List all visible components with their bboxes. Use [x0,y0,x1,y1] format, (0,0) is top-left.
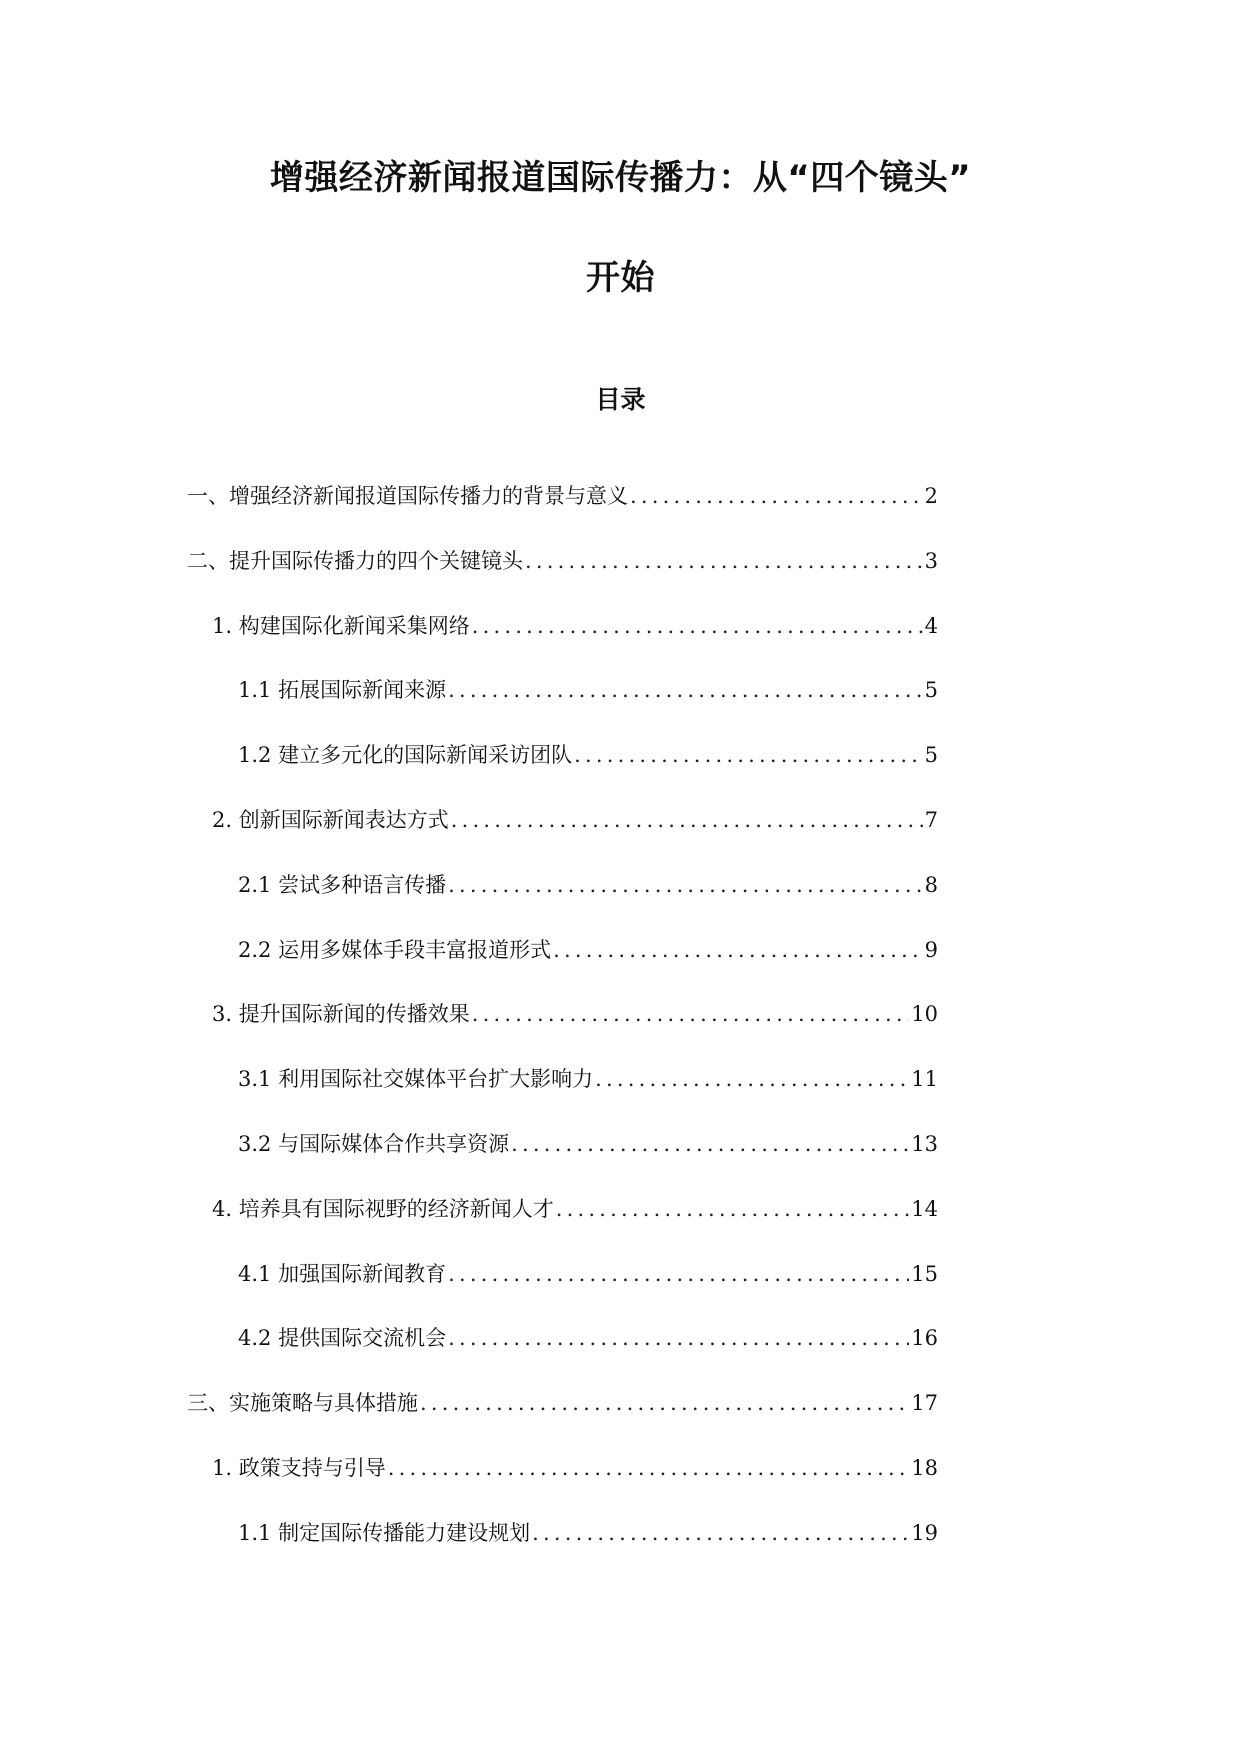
toc-dot-leader [448,1324,909,1352]
toc-dot-leader [511,1130,909,1158]
toc-entry[interactable] [0,482,1241,547]
toc-entry-label: 1.2 建立多元化的国际新闻采访团队 [238,743,573,768]
toc-entry[interactable] [0,1519,1241,1584]
toc-entry-label: 4. 培养具有国际视野的经济新闻人才 [212,1196,554,1221]
toc-entry-label: 1. 政策支持与引导 [212,1455,386,1480]
toc-entry[interactable] [0,1324,1241,1389]
toc-entry-page-number: 15 [911,1261,938,1286]
toc-entry[interactable] [0,1260,1241,1325]
toc-dot-leader [532,1519,909,1547]
toc-entry-label: 1.1 制定国际传播能力建设规划 [238,1520,531,1545]
toc-entry[interactable] [0,1000,1241,1065]
toc-entry-page-number: 19 [911,1520,938,1545]
toc-entry-label: 2.1 尝试多种语言传播 [238,872,447,897]
toc-entry-page-number: 17 [911,1391,938,1416]
toc-dot-leader [472,612,923,640]
toc-entry-label: 二、提升国际传播力的四个关键镜头 [187,548,523,573]
toc-dot-leader [525,547,923,575]
toc-entry-page-number: 9 [924,937,938,962]
toc-entry[interactable] [0,1130,1241,1195]
toc-entry-label: 3. 提升国际新闻的传播效果 [212,1002,470,1027]
toc-dot-leader [448,676,923,704]
toc-dot-leader [472,1000,910,1028]
toc-entry[interactable] [0,1195,1241,1260]
toc-entry[interactable] [0,676,1241,741]
toc-entry-label: 4.1 加强国际新闻教育 [238,1261,447,1286]
table-of-contents [0,482,1241,1584]
toc-entry-page-number: 3 [924,548,938,573]
toc-entry[interactable] [0,741,1241,806]
toc-entry-label: 一、增强经济新闻报道国际传播力的背景与意义 [187,484,628,508]
toc-dot-leader [553,936,923,964]
toc-dot-leader [630,482,923,510]
toc-entry[interactable] [0,612,1241,677]
toc-entry[interactable] [0,547,1241,612]
toc-entry-page-number: 18 [911,1455,938,1480]
toc-dot-leader [595,1065,909,1093]
toc-dot-leader [388,1454,910,1482]
toc-entry-label: 2. 创新国际新闻表达方式 [212,807,449,832]
toc-entry-label: 1. 构建国际化新闻采集网络 [212,613,470,638]
toc-entry-page-number: 11 [911,1067,938,1092]
toc-entry[interactable] [0,936,1241,1001]
toc-entry-page-number: 10 [911,1002,938,1027]
toc-entry-label: 3.2 与国际媒体合作共享资源 [238,1131,510,1156]
toc-entry-page-number: 16 [911,1326,938,1351]
toc-entry-page-number: 7 [924,807,938,832]
toc-entry[interactable] [0,1065,1241,1130]
toc-heading: 目录 [595,385,646,414]
toc-entry-label: 1.1 拓展国际新闻来源 [238,678,447,703]
toc-entry-page-number: 5 [924,678,938,703]
toc-entry-label: 三、实施策略与具体措施 [187,1391,418,1416]
toc-entry-page-number: 4 [924,613,938,638]
toc-entry[interactable] [0,1454,1241,1519]
toc-dot-leader [448,871,923,899]
toc-dot-leader [451,806,923,834]
toc-dot-leader [420,1389,909,1417]
toc-dot-leader [556,1195,910,1223]
toc-entry[interactable] [0,806,1241,871]
document-title-line-1: 增强经济新闻报道国际传播力：从“四个镜头” [269,158,972,198]
toc-entry-page-number: 5 [924,743,938,768]
toc-entry-page-number: 14 [911,1196,938,1221]
toc-entry-label: 3.1 利用国际社交媒体平台扩大影响力 [238,1067,594,1092]
toc-entry-page-number: 13 [911,1131,938,1156]
toc-entry[interactable] [0,1389,1241,1454]
toc-dot-leader [574,741,923,769]
toc-entry-page-number: 2 [924,484,938,508]
document-title-line-2: 开始 [586,258,655,298]
toc-entry[interactable] [0,871,1241,936]
toc-dot-leader [448,1260,909,1288]
toc-entry-label: 2.2 运用多媒体手段丰富报道形式 [238,937,552,962]
toc-entry-page-number: 8 [924,872,938,897]
toc-entry-label: 4.2 提供国际交流机会 [238,1326,447,1351]
